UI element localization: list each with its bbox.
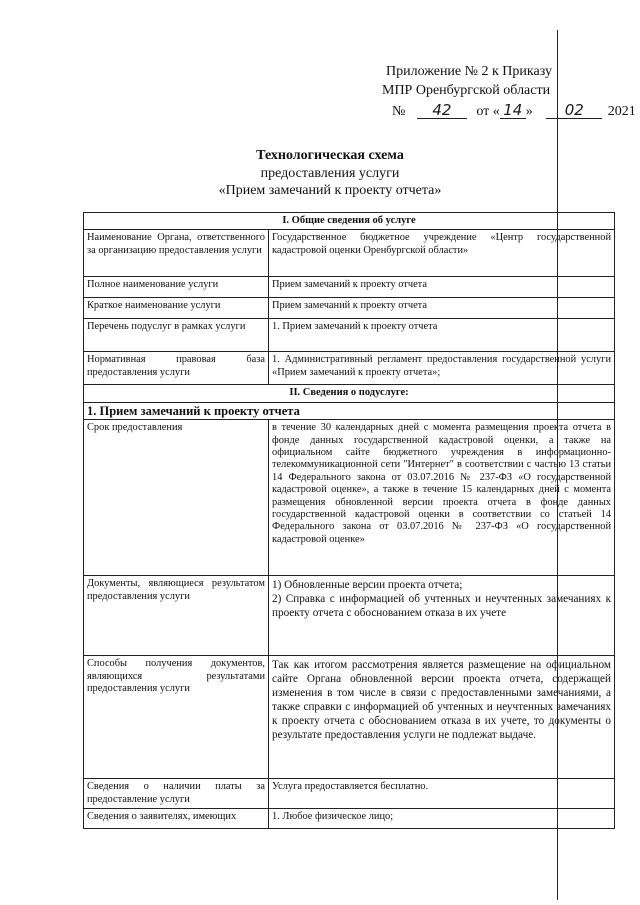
table-row [84, 809, 615, 829]
number-label: № [392, 104, 406, 119]
subservice-header-row [84, 402, 615, 419]
close-quote: » [525, 104, 533, 119]
table-row [84, 352, 615, 385]
row-value: 1. Административный регламент предоставления государственной услуги «Прием замечаний к проекту отчета»; [269, 352, 615, 385]
result-item-1: 1) Обновленные версии проекта отчета; [272, 579, 463, 592]
appendix-line-2: МПР Оренбургской области [382, 83, 551, 98]
doc-subtitle: предоставления услуги [260, 166, 400, 181]
service-name: «Прием замечаний к проекту отчета» [218, 183, 442, 198]
scan-fold-line [557, 30, 558, 900]
table-row [84, 298, 615, 319]
appendix-line-1: Приложение № 2 к Приказу [386, 64, 552, 79]
section-2-heading: II. Сведения о подуслуге: [84, 385, 615, 402]
table-row [84, 420, 615, 576]
result-item-2: 2) Справка с информацией об учтенных и неучтенных замечаниях к проекту отчета с обоснованием отказа в их учете [272, 593, 612, 620]
row-value: Так как итогом рассмотрения является размещение на официальном сайте Органа обновленной версии проекта отчета, содержащей изменения в том числе в связи с предоставленными замечаниями, а также справки с информацией об учтенных и неучтенных замечаниях к проекту отчета с обоснованием отказа в их учете, то документы о результате предоставления услуги не подлежат выдаче. [269, 656, 615, 779]
subservice-heading: 1. Прием замечаний к проекту отчета [84, 402, 615, 419]
row-label: Полное наименование услуги [84, 277, 269, 298]
table-row [84, 576, 615, 656]
handwritten-month: 02 [546, 102, 602, 119]
row-label: Сведения о заявителях, имеющих [84, 809, 269, 829]
section-1-heading: I. Общие сведения об услуге [84, 213, 615, 230]
order-number-line [392, 102, 636, 120]
row-label: Краткое наименование услуги [84, 298, 269, 319]
row-value: 1. Любое физическое лицо; [269, 809, 615, 829]
row-label: Наименование Органа, ответственного за организацию предоставления услуги [84, 230, 269, 277]
row-value: Прием замечаний к проекту отчета [269, 277, 615, 298]
row-value: в течение 30 календарных дней с момента размещения проекта отчета в фонде данных государственной кадастровой оценки, а также на официальном сайте бюджетного учреждения в информационно-телекоммуникационной сети "Интернет" в соответствии с частью 13 статьи 14 Федерального закона от 03.07.2016 № 237-ФЗ «О государственной кадастровой оценке», а также в течение 15 календарных дней с момента размещения обновленной версии проекта отчета в фонде данных государственной кадастровой оценки в соответствии со статьей 14 Федерального закона от 03.07.2016 № 237-ФЗ «О государственной кадастровой оценке» [269, 420, 615, 576]
table-row [84, 656, 615, 779]
section-1-header-row [84, 213, 615, 230]
handwritten-number: 42 [417, 102, 467, 119]
row-label: Нормативная правовая база предоставления услуги [84, 352, 269, 385]
row-value: Прием замечаний к проекту отчета [269, 298, 615, 319]
table-row [84, 277, 615, 298]
row-label: Сведения о наличии платы за предоставление услуги [84, 779, 269, 809]
row-label: Способы получения документов, являющихся результатами предоставления услуги [84, 656, 269, 779]
technology-scheme-table [83, 212, 615, 829]
row-label: Срок предоставления [84, 420, 269, 576]
row-value: 1. Прием замечаний к проекту отчета [269, 319, 615, 352]
handwritten-day: 14 [500, 102, 526, 119]
table-row [84, 779, 615, 809]
row-value: Государственное бюджетное учреждение «Центр государственной кадастровой оценки Оренбургской области» [269, 230, 615, 277]
table-row [84, 230, 615, 277]
year: 2021 [607, 104, 636, 119]
row-label: Документы, являющиеся результатом предоставления услуги [84, 576, 269, 656]
row-value: Услуга предоставляется бесплатно. [269, 779, 615, 809]
row-value [269, 576, 615, 656]
doc-title: Технологическая схема [256, 148, 404, 163]
row-label: Перечень подуслуг в рамках услуги [84, 319, 269, 352]
section-2-header-row [84, 385, 615, 402]
table-row [84, 319, 615, 352]
from-label: от « [476, 104, 500, 119]
